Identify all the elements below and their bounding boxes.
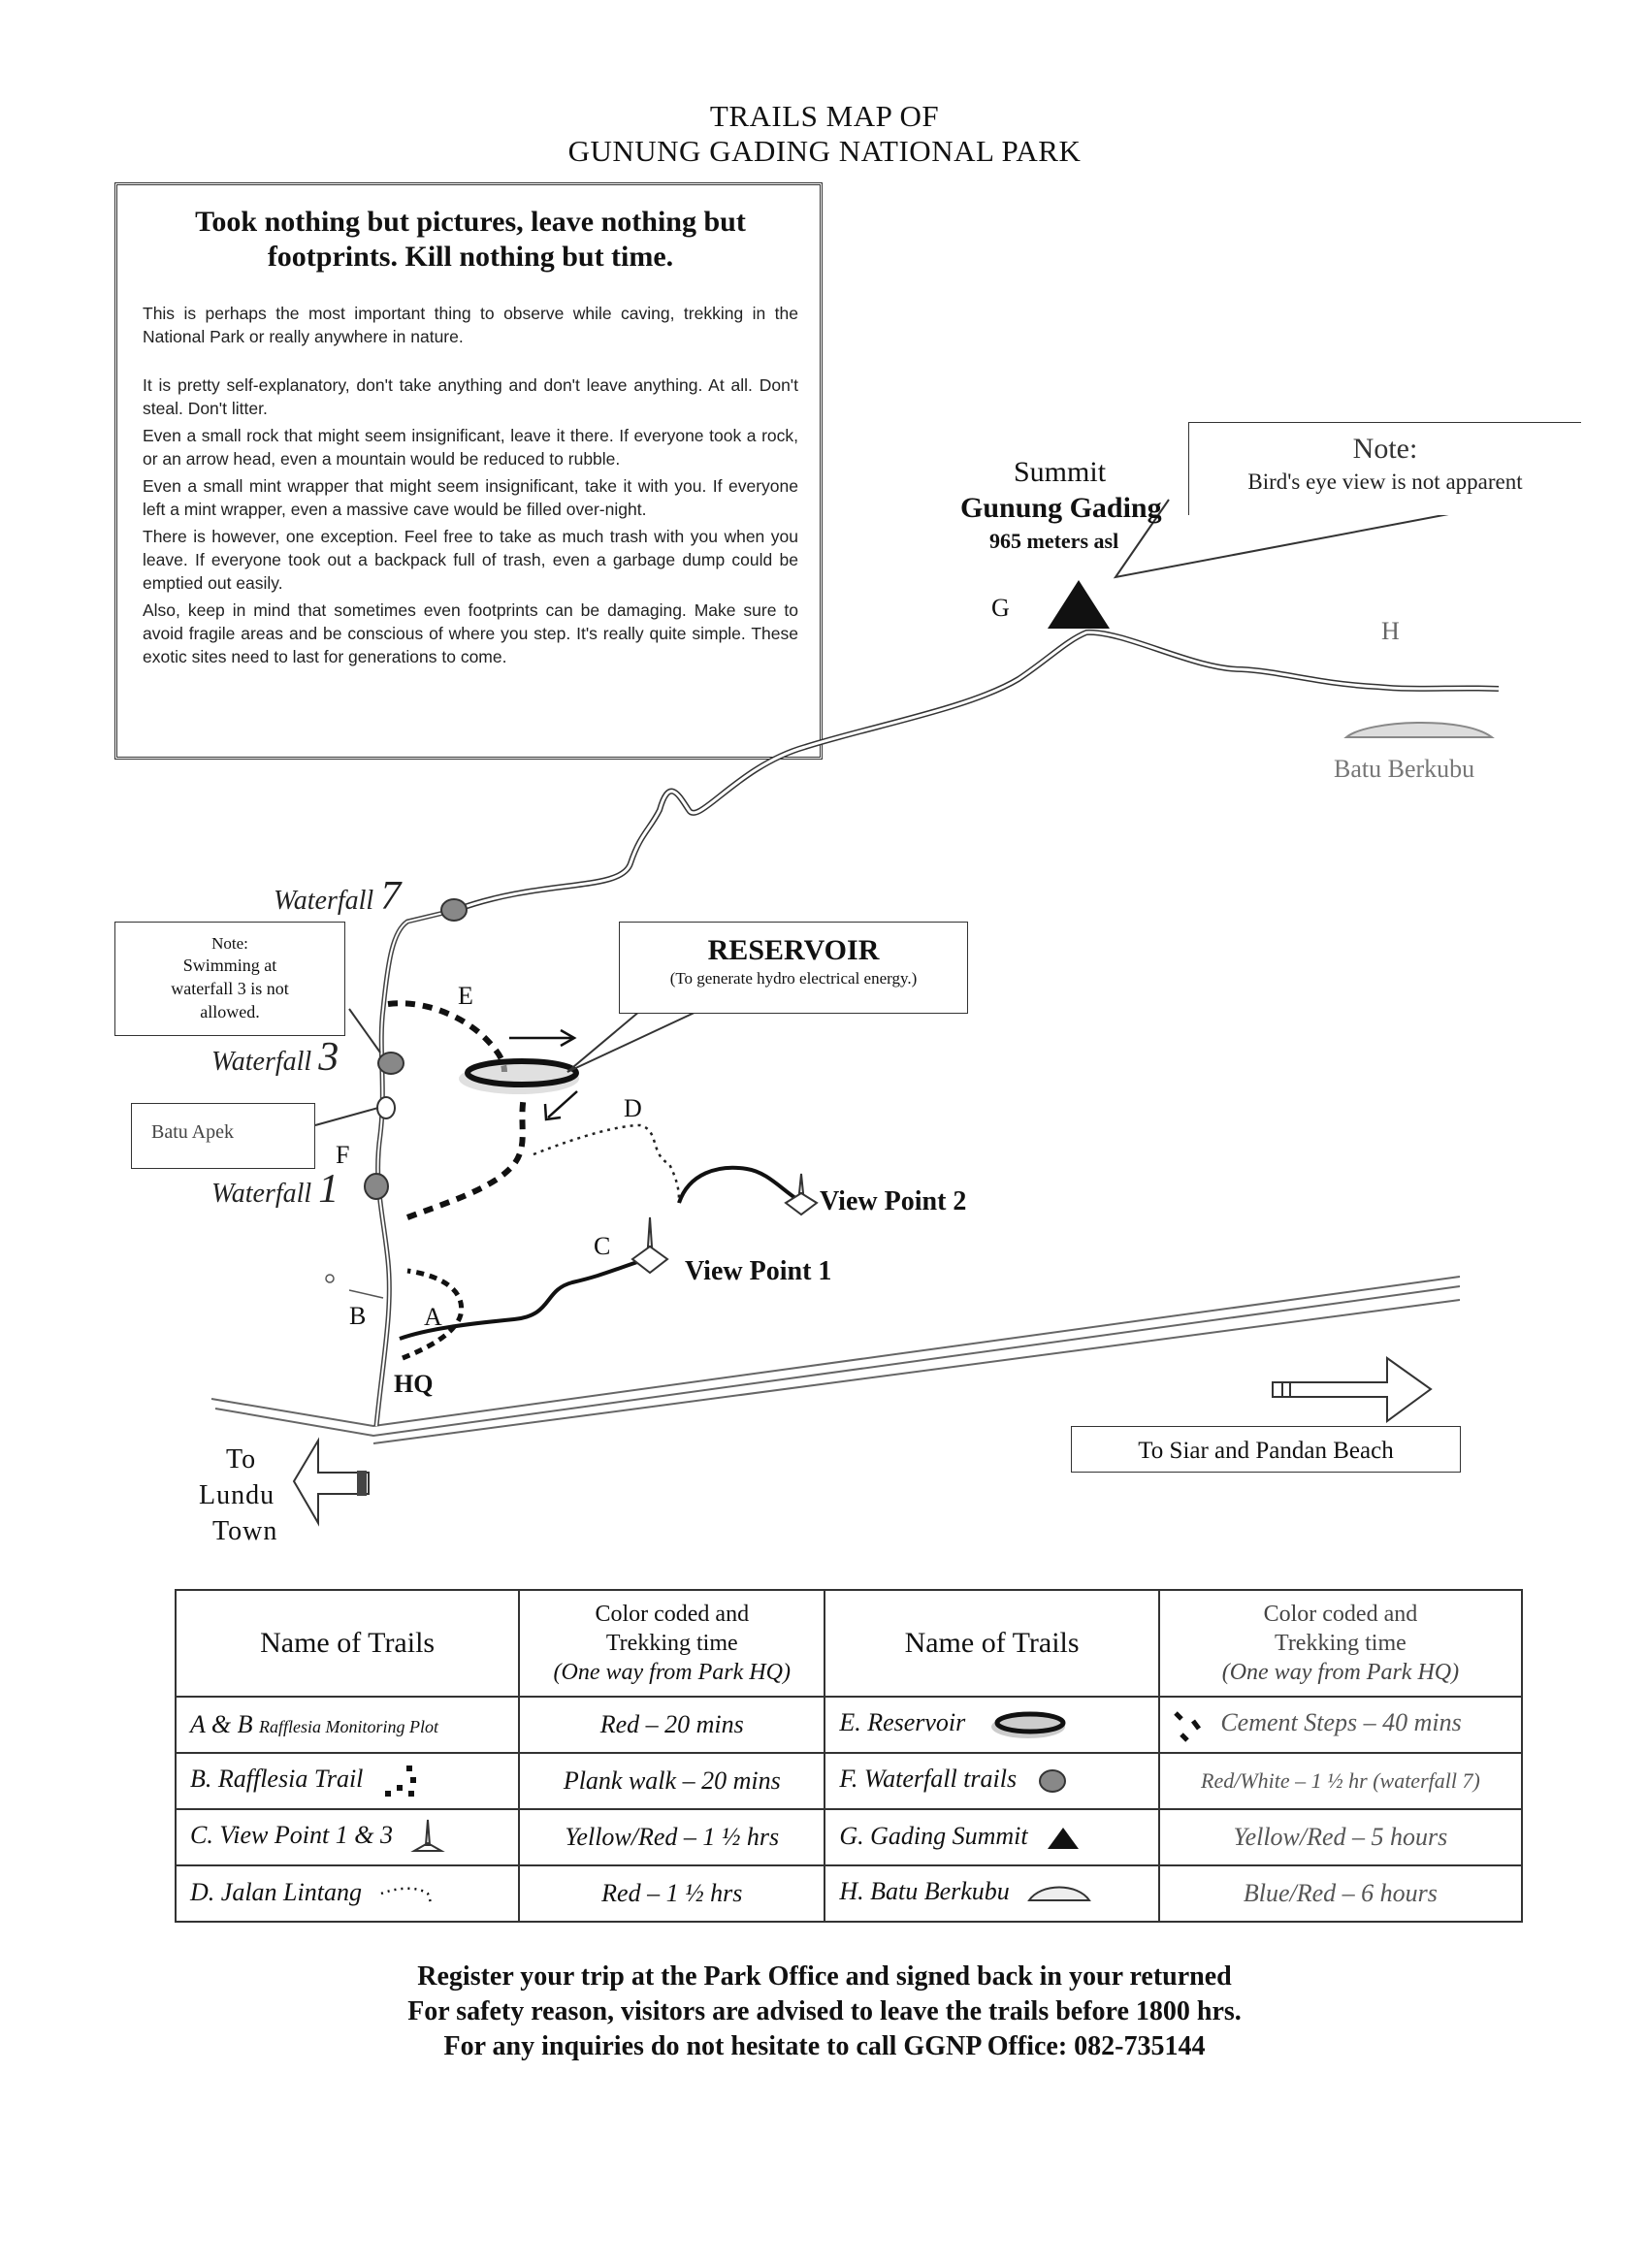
summit-letter-g: G — [991, 594, 1010, 622]
reservoir-callout-pointer — [567, 1011, 698, 1072]
notice-paragraph: It is pretty self-explanatory, don't take anything and don't leave anything. At all. Don't steal. Don't litter. — [143, 375, 798, 418]
batu-apek-pointer — [315, 1108, 378, 1125]
legend-time-f: Red/White – 1 ½ hr (waterfall 7) — [1159, 1753, 1522, 1809]
batu-berkubu-symbol — [1346, 723, 1492, 737]
legend-time-c: Yellow/Red – 1 ½ hrs — [519, 1809, 824, 1865]
legend-time-g: Yellow/Red – 5 hours — [1159, 1809, 1522, 1865]
dotted-trail-icon — [377, 1880, 436, 1909]
reservoir-symbol-icon — [982, 1705, 1069, 1744]
bird-eye-note — [1188, 422, 1581, 515]
reservoir-symbol — [459, 1061, 579, 1094]
waterfall-1-label: Waterfall 1 — [211, 1167, 340, 1212]
summit-triangle-legend-icon — [1044, 1824, 1083, 1853]
summit-triangle-icon — [1048, 580, 1110, 629]
waterfall-3-label: Waterfall 3 — [211, 1035, 340, 1080]
batu-berkubu-legend-icon — [1025, 1877, 1093, 1910]
trail-letter-c: C — [594, 1232, 611, 1260]
waterfall-7-marker — [441, 899, 467, 921]
view-point-icon — [408, 1816, 447, 1859]
legend-time-b: Plank walk – 20 mins — [519, 1753, 824, 1809]
legend-row — [176, 1753, 1522, 1809]
legend-row — [176, 1865, 1522, 1922]
trail-d-jalan-lintang — [534, 1125, 679, 1203]
legend-time-ab: Red – 20 mins — [519, 1697, 824, 1753]
legend-time-d: Red – 1 ½ hrs — [519, 1865, 824, 1922]
legend-trail-c: C. View Point 1 & 3 — [176, 1809, 519, 1865]
legend-time-h: Blue/Red – 6 hours — [1159, 1865, 1522, 1922]
legend-header-code-2: Color coded and Trekking time (One way from Park HQ) — [1159, 1590, 1522, 1697]
legend-header-row — [176, 1590, 1522, 1697]
reservoir-callout — [619, 922, 968, 1014]
batu-berkubu-label: Batu Berkubu — [1334, 755, 1475, 783]
swim-note-title: Note: — [211, 934, 248, 953]
trail-c-view-point-2 — [679, 1168, 795, 1203]
legend-trail-h: H. Batu Berkubu — [824, 1865, 1159, 1922]
batu-berkubu-letter-h: H — [1381, 617, 1400, 645]
waterfall-3-marker — [378, 1053, 404, 1074]
legend-row — [176, 1809, 1522, 1865]
cement-steps-icon — [1168, 1705, 1207, 1744]
legend-time-e: Cement Steps – 40 mins — [1159, 1697, 1522, 1753]
view-point-2-label: View Point 2 — [820, 1186, 967, 1216]
legend-row — [176, 1697, 1522, 1753]
plank-walk-icon — [379, 1762, 422, 1800]
notice-paragraph: Also, keep in mind that sometimes even footprints can be damaging. Make sure to avoid fragile areas and be conscious of where you step. It's really quite simple. These exotic sites need to last for generations to come. — [143, 600, 798, 666]
legend-trail-d: D. Jalan Lintang — [176, 1865, 519, 1922]
legend-trail-g: G. Gading Summit — [824, 1809, 1159, 1865]
trail-letter-e: E — [458, 982, 473, 1010]
to-siar-arrow-icon — [1273, 1358, 1431, 1421]
reservoir-title: RESERVOIR — [707, 934, 880, 966]
batu-apek-marker — [377, 1097, 395, 1118]
view-point-1-icon — [632, 1217, 667, 1273]
legend-header-code: Color coded and Trekking time (One way from Park HQ) — [519, 1590, 824, 1697]
trail-letter-a: A — [424, 1303, 442, 1331]
map-title-line1: TRAILS MAP OF — [709, 99, 940, 133]
trail-letter-f: F — [336, 1141, 350, 1169]
trail-f-cement-steps — [407, 1096, 524, 1217]
legend-header-name-2: Name of Trails — [824, 1590, 1159, 1697]
legend-trail-f: F. Waterfall trails — [824, 1753, 1159, 1809]
waterfall-7-label: Waterfall 7 — [274, 874, 402, 919]
to-lundu-arrow-icon — [294, 1441, 369, 1523]
notice-paragraph: Even a small rock that might seem insignificant, leave it there. If everyone took a rock, or an arrow head, even a mountain would be reduced to rubble. — [143, 426, 798, 469]
batu-apek-label: Batu Apek — [131, 1103, 315, 1169]
legend-trail-ab: A & B Rafflesia Monitoring Plot — [176, 1697, 519, 1753]
legend-header-name: Name of Trails — [176, 1590, 519, 1697]
arrow-down-left-icon — [545, 1091, 577, 1119]
trail-letter-d: D — [624, 1094, 642, 1122]
footer-register: Register your trip at the Park Office and signed back in your returned — [417, 1961, 1232, 1992]
hq-label: HQ — [394, 1370, 434, 1398]
bird-note-title: Note: — [1352, 433, 1418, 465]
trails-legend-table — [175, 1589, 1523, 1923]
view-point-1-label: View Point 1 — [685, 1256, 832, 1286]
swim-note-pointer — [349, 1009, 380, 1053]
waterfall-1-marker — [365, 1174, 388, 1199]
swim-note-text: Swimming at waterfall 3 is not allowed. — [171, 956, 289, 1021]
arrow-right-icon — [509, 1030, 574, 1046]
notice-paragraph: This is perhaps the most important thing to observe while caving, trekking in the National Park or really anywhere in nature. — [143, 304, 798, 346]
trail-letter-b: B — [349, 1302, 367, 1330]
notice-paragraph: Even a small mint wrapper that might seem insignificant, take it with you. If everyone left a mint wrapper, even a massive cave would be filled over-night. — [143, 476, 798, 519]
summit-elevation: 965 meters asl — [989, 529, 1119, 553]
reservoir-subtitle: (To generate hydro electrical energy.) — [669, 969, 918, 988]
summit-label-line1: Summit — [1014, 456, 1107, 488]
waterfall-trail — [376, 910, 456, 1426]
map-title-line2: GUNUNG GADING NATIONAL PARK — [567, 134, 1082, 168]
legend-trail-b: B. Rafflesia Trail — [176, 1753, 519, 1809]
legend-trail-e: E. Reservoir — [824, 1697, 1159, 1753]
bird-note-text: Bird's eye view is not apparent — [1247, 470, 1523, 494]
footer-contact: For any inquiries do not hesitate to call GGNP Office: 082-735144 — [443, 2031, 1206, 2061]
to-siar-label: To Siar and Pandan Beach — [1071, 1426, 1461, 1473]
waterfall-dot-icon — [1033, 1764, 1072, 1798]
rafflesia-plot-marker — [326, 1275, 383, 1298]
notice-motto: Took nothing but pictures, leave nothing but footprints. Kill nothing but time. — [195, 206, 746, 273]
to-lundu-label: To Lundu Town — [199, 1444, 278, 1546]
footer-safety: For safety reason, visitors are advised to leave the trails before 1800 hrs. — [407, 1996, 1242, 2026]
summit-label-line2: Gunung Gading — [960, 492, 1162, 524]
notice-paragraph: There is however, one exception. Feel free to take as much trash with you when you leave. If everyone took out a backpack full of trash, even a garbage dump could be emptied out easily. — [143, 527, 798, 593]
swimming-note — [114, 922, 345, 1036]
main-road — [211, 1277, 1460, 1443]
